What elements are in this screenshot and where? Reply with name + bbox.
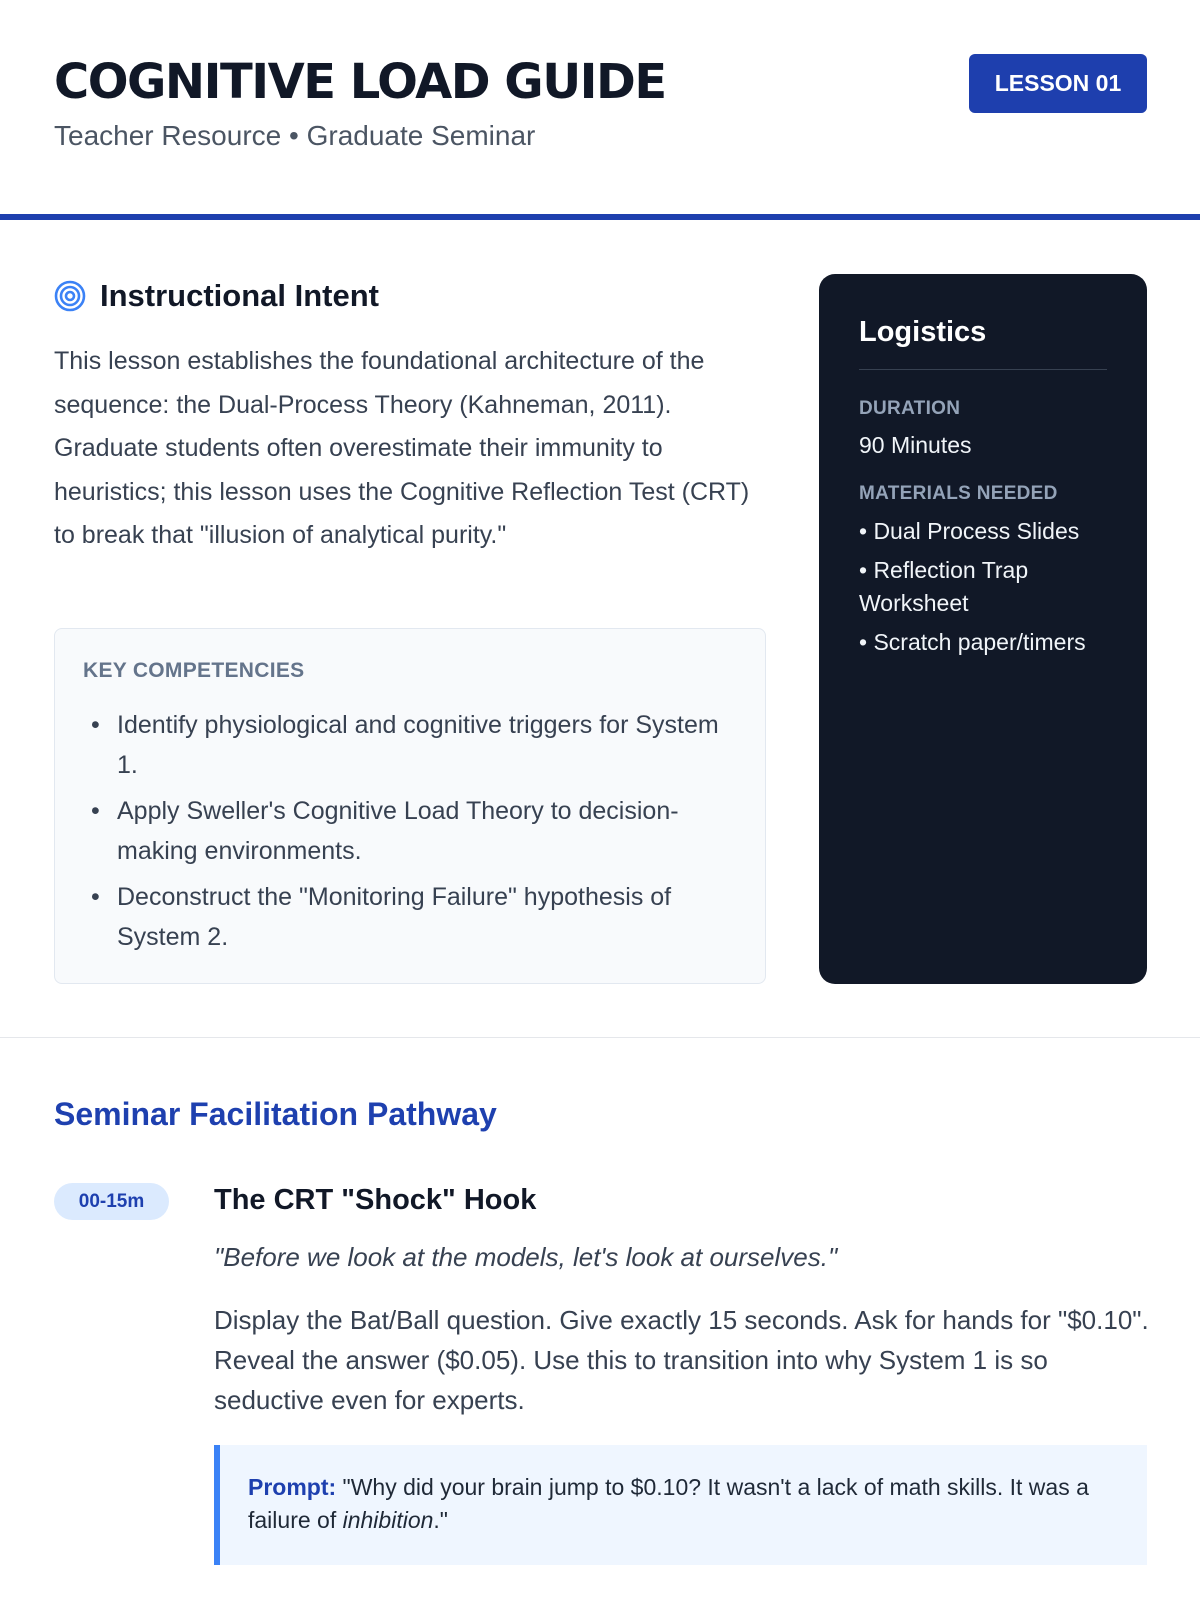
- time-badge: 00-15m: [54, 1183, 169, 1220]
- list-item: • Dual Process Slides: [859, 518, 1080, 544]
- prompt-callout: [214, 1445, 1147, 1565]
- list-item: [83, 791, 737, 871]
- prompt-text-end: .": [433, 1507, 448, 1533]
- competency-text: Identify physiological and cognitive triggers for System 1.: [117, 711, 719, 779]
- target-icon: [54, 280, 86, 312]
- materials-list: [859, 515, 1107, 659]
- page-subtitle: Teacher Resource • Graduate Seminar: [54, 120, 536, 151]
- duration-value: 90 Minutes: [859, 432, 972, 458]
- list-item: • Scratch paper/timers: [859, 629, 1086, 655]
- competencies-title: KEY COMPETENCIES: [83, 659, 305, 682]
- prompt-text: "Why did your brain jump to $0.10? It wasn't a lack of math skills. It was a failure of: [248, 1474, 1089, 1533]
- page-title: COGNITIVE LOAD GUIDE: [54, 54, 666, 110]
- page-header: [0, 0, 1200, 220]
- list-item: • Reflection Trap Worksheet: [859, 557, 1029, 616]
- list-item: [83, 705, 737, 785]
- prompt-label: Prompt:: [248, 1474, 337, 1500]
- prompt-emphasis: inhibition: [342, 1507, 434, 1533]
- logistics-panel: [819, 274, 1147, 984]
- intent-heading: [54, 278, 379, 314]
- section-divider: [0, 1037, 1200, 1038]
- materials-label: MATERIALS NEEDED: [859, 483, 1058, 504]
- duration-label: DURATION: [859, 398, 961, 419]
- step-quote: "Before we look at the models, let's look at ourselves.": [214, 1242, 838, 1272]
- pathway-title: Seminar Facilitation Pathway: [54, 1096, 497, 1132]
- bullet-icon: •: [91, 797, 100, 825]
- key-competencies-box: [54, 628, 766, 984]
- step-title: The CRT "Shock" Hook: [214, 1184, 537, 1216]
- bullet-icon: •: [91, 883, 100, 911]
- lesson-badge: LESSON 01: [969, 54, 1147, 113]
- step-body: Display the Bat/Ball question. Give exactly 15 seconds. Ask for hands for "$0.10". Reveal the answer ($0.05). Use this to transition into why System 1 is so seductive even for experts.: [214, 1305, 1149, 1415]
- intent-title: Instructional Intent: [100, 278, 379, 313]
- bullet-icon: •: [91, 711, 100, 739]
- intent-paragraph: This lesson establishes the foundational architecture of the sequence: the Dual-Process Theory (Kahneman, 2011). Graduate students often overestimate their immunity to heuristics; this lesson uses the Cognitive Reflection Test (CRT) to break that "illusion of analytical purity.": [54, 347, 750, 549]
- competencies-list: [83, 705, 737, 957]
- competency-text: Deconstruct the "Monitoring Failure" hypothesis of System 2.: [117, 883, 672, 951]
- competency-text: Apply Sweller's Cognitive Load Theory to decision-making environments.: [117, 797, 679, 865]
- list-item: [83, 877, 737, 957]
- logistics-title: Logistics: [859, 316, 1107, 370]
